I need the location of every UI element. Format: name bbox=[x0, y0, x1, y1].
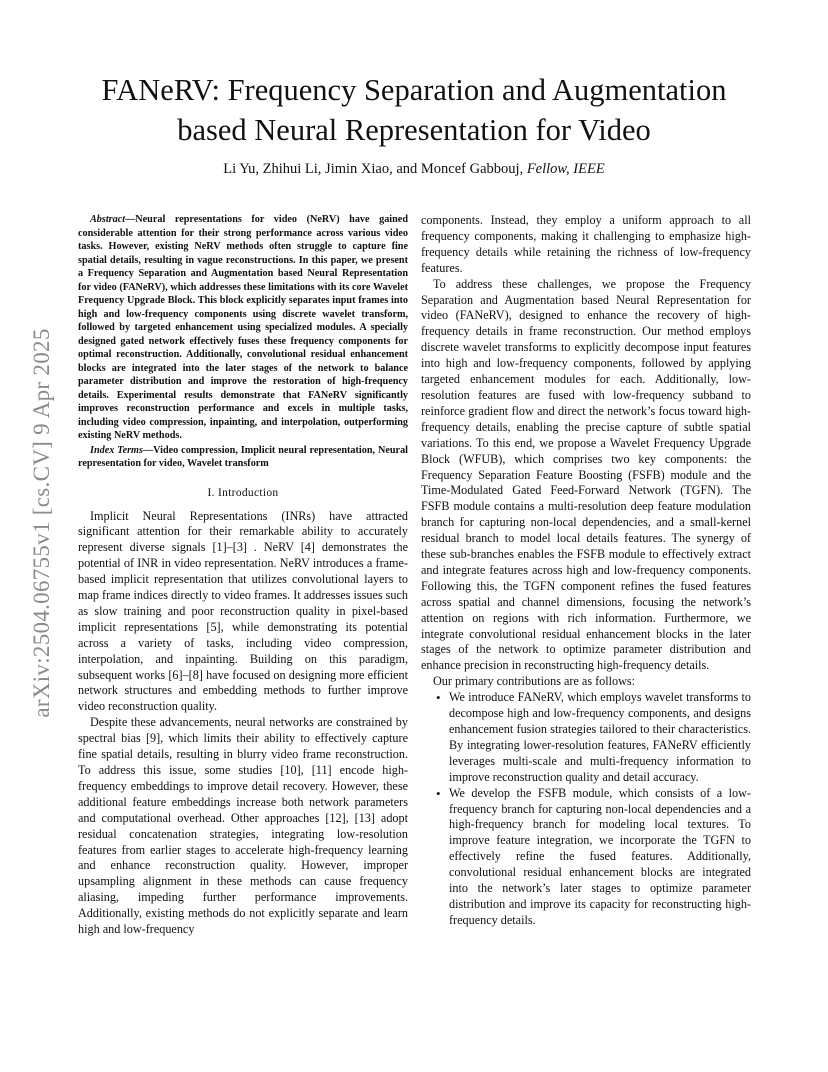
contribution-item-2: • We develop the FSFB module, which consists of a low-frequency branch for capturing non-local dependencies and a high-frequency branch for modeling local textures. To improve feature integration, we incorporate the TGFN to effectively refine the fused features. Additionally, convolutional residual enhancement blocks are integrated into the network’s later stages to optimize parameter distribution and improve its capacity for reconstructing high-frequency details. bbox=[449, 786, 751, 929]
abstract-lead: Abstract bbox=[90, 214, 126, 225]
intro-paragraph-1: Implicit Neural Representations (INRs) have attracted significant attention for their remarkable ability to accurately represent diverse signals [1]–[3] . NeRV [4] demonstrates the potential of INR in video representation. NeRV introduces a frame-based implicit representation that utilizes convolutional layers to map frame indices directly to video frames. It addresses issues such as slow training and poor reconstruction quality in pixel-based implicit representations [5], while demonstrating its potential across a variety of tasks, including video compression, interpolation, and inpainting. Building on this paradigm, subsequent works [6]–[8] have focused on designing more efficient network structures and embedding methods to further improve video reconstruction quality. bbox=[78, 508, 408, 714]
abstract bbox=[78, 213, 408, 443]
author-list bbox=[60, 161, 768, 178]
contribution-item-1: • We introduce FANeRV, which employs wavelet transforms to decompose high and low-frequency components, and designs enhancement fusion strategies tailored to their characteristics. By integrating lower-resolution features, FANeRV efficiently leverages multi-scale and multi-frequency information to improve reconstruction quality and detail accuracy. bbox=[449, 690, 751, 785]
intro-paragraph-3: To address these challenges, we propose the Frequency Separation and Augmentation based Neural Representation for video (FANeRV), designed to enhance the recovery of high-frequency details in frame reconstruction. Our method employs discrete wavelet transforms to explicitly decompose input features into high and low-frequency components, followed by applying targeted enhancement modules for each. Additionally, low-resolution features are fused with low-frequency subband to reinforce gradient flow and direct the network’s focus toward high-frequency details, enabling the precise capture of subtle spatial variations. To this end, we propose a Wavelet Frequency Upgrade Block (WFUB), which comprises two key components: the Frequency Separation Feature Boosting (FSFB) module and the Time-Modulated Gated Feed-Forward Network (TGFN). The FSFB module contains a multi-resolution deep feature modulation branch for capturing non-local dependencies, and a small-kernel residual branch to model local details features. The synergy of these sub-branches enables the FSFB module to effectively extract and integrate features across high and low-frequency components. Following this, the TGFN component refines the fused features across spatial and channel dimensions, focusing the network’s attention on regions with rich information. Furthermore, we integrate convolutional residual enhancement blocks in the later stages of the network to optimize parameter distribution and enhance precision in reconstructing high-frequency details. bbox=[421, 276, 751, 673]
right-column bbox=[421, 213, 751, 929]
index-terms-body: —Video compression, Implicit neural representation, Neural representation for video, Wavelet transform bbox=[78, 444, 408, 469]
intro-paragraph-2-continued: components. Instead, they employ a uniform approach to all frequency components, making it challenging to emphasize high-frequency details while retaining the richness of low-frequency features. bbox=[421, 213, 751, 275]
authors-fellow: Fellow, IEEE bbox=[526, 161, 605, 177]
title-line-1: FANeRV: Frequency Separation and Augmentation bbox=[101, 73, 727, 107]
left-column bbox=[78, 213, 408, 938]
index-terms-lead: Index Terms bbox=[90, 444, 143, 456]
arxiv-stamp bbox=[24, 288, 60, 758]
index-terms bbox=[78, 444, 408, 471]
intro-paragraph-2: Despite these advancements, neural networks are constrained by spectral bias [9], which limits their ability to effectively capture fine spatial details, resulting in blurry video frame reconstruction. To address this issue, some studies [10], [11] encode high-frequency embeddings to improve detail recovery. However, these additional feature embeddings increase both network parameters and computational overhead. Other approaches [12], [13] adopt residual concatenation strategies, integrating low-resolution features from earlier stages to accelerate high-frequency learning and enhance reconstruction quality. However, improper upsampling alignment in these methods can cause frequency aliasing, impeding further performance improvements. Additionally, existing methods do not explicitly separate and learn high and low-frequency bbox=[78, 715, 408, 937]
authors-names: Li Yu, Zhihui Li, Jimin Xiao, and Moncef Gabbouj, bbox=[223, 161, 524, 177]
paper-title bbox=[60, 70, 768, 150]
arxiv-stamp-text: arXiv:2504.06755v1 [cs.CV] 9 Apr 2025 bbox=[29, 328, 54, 718]
section-heading-introduction: I. Introduction bbox=[207, 486, 279, 499]
contributions-intro: Our primary contributions are as follows: bbox=[433, 674, 636, 689]
contributions-list bbox=[421, 690, 751, 929]
title-line-2: based Neural Representation for Video bbox=[177, 113, 651, 147]
abstract-body: —Neural representations for video (NeRV) have gained considerable attention for their strong performance across various video tasks. However, existing NeRV methods often struggle to capture fine spatial details, resulting in vague reconstructions. In this paper, we present a Frequency Separation and Augmentation based Neural Representation for video (FANeRV), which addresses these limitations with its core Wavelet Frequency Upgrade Block. This block explicitly separates input frames into high and low-frequency components using discrete wavelet transform, followed by targeted enhancement using specialized modules. A specially designed gated network effectively fuses these frequency components for optimal reconstruction. Additionally, convolutional residual enhancement blocks are integrated into the later stages of the network to balance parameter distribution and improve the restoration of high-frequency details. Experimental results demonstrate that FANeRV significantly improves reconstruction performance and excels in multiple tasks, including video compression, inpainting, and interpolation, outperforming existing NeRV methods. bbox=[78, 214, 408, 441]
